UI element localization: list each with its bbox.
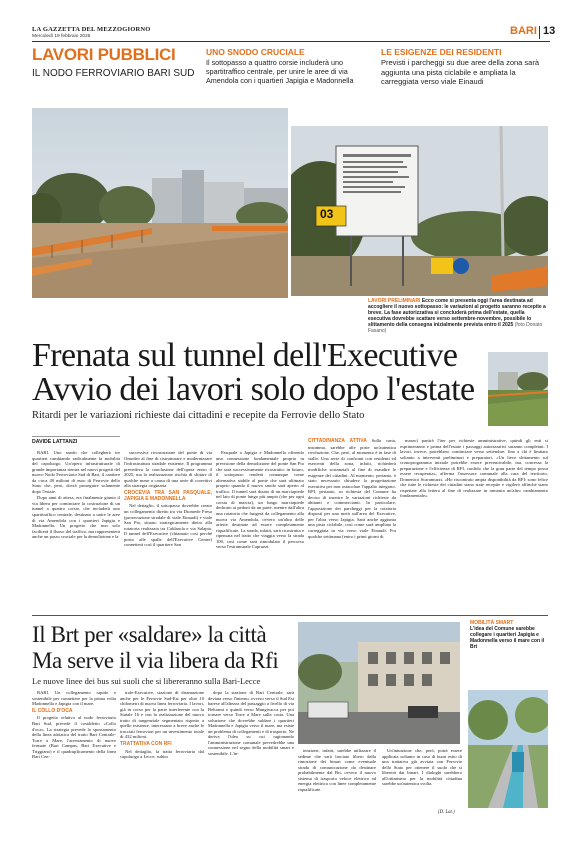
photo1-caption: [368, 298, 548, 334]
article2-col5-para: Un'intuizione che, però, potrà essere applicata soltanto in caso di buon esito di una trattativa già avviata con Ferrovie dello Stato per ottenere il suolo che si libererà dai binari. I dialoghi sarebbero all'ottimismo per la mobilità cittadina sarebbe un'autentica svolta.: [382, 748, 462, 787]
masthead-paper: LA GAZZETTA DEL MEZZOGIORNO: [32, 26, 151, 33]
section-subtitle: IL NODO FERROVIARIO BARI SUD: [32, 68, 195, 79]
article1-column-2: [124, 450, 212, 610]
headline2-line1: Il Brt per «saldare» la città: [32, 622, 267, 647]
street-photo: [298, 622, 460, 744]
article1-col4-subhead: CITTADINANZA ATTIVA: [308, 438, 367, 444]
field-thumbnail-photo: [488, 352, 548, 426]
headline1-deck: Ritardi per le variazioni richieste dai cittadini e recepite da Ferrovie dello Stato: [32, 410, 365, 421]
article2-col1-subhead: IL COLLO D'OCA: [32, 707, 73, 714]
article1-col3-para: Pasquale a Japigia e Madonnella offrendo una connessione fondamentale proprio in previsione della demolizione del ponte San Pio che sarà successivamente ricostruito: in futuro, il sottopasso renderà comunque come alternativa stabile al ponte che sarà ultimato proprio quando il nuovo snodo sarà aperto al traffico. Il tunnel sarà dotato di un marciapiede nel lato di ponte lungo più ampio (che per ogni corsia di marcia), un lungo marciapiede dedicato ai pedoni da un parte, mentre dall'altra una rotatoria che fungerà da collegamento alla nuova via Amendola, ovvero un'altra delle arterie destinate ad essere completamente riqualificate. La strada, infatti, sarà ricostruita e ripensata nel tratto che viaggia verso la strada 100, così come sarà rimodulato il percorso verso l'estramurale Capruzzi.: [216, 450, 304, 550]
brt-render-photo: [468, 690, 548, 808]
article2-col2-para: trale-Executive, stazione di diramazione anche per le Ferrovie Sud-Est per oltre 10 chilometri di nuova linea ferroviaria. I lavori, già in corso per la parte interferente con la Statale 16 e con la realizzazione del nuovo tratto di tangenziale segmentato rispetto a quello esistente, interessano a breve anche le tracciati ferroviari per un investimento totale di 432 milioni.: [120, 690, 204, 740]
article2-column-1: [32, 690, 116, 810]
box1-title: UNO SNODO CRUCIALE: [206, 47, 305, 57]
masthead-rule: [32, 41, 550, 42]
article2-col2-subhead: TRATTATIVA CON RFI: [120, 740, 172, 747]
box2-text: Previsti i parcheggi su due aree della zona sarà aggiunta una pista ciclabile e ampliata la carreggiata verso viale Einaudi: [381, 58, 540, 86]
article1-column-1: [32, 450, 120, 610]
page-number: 13: [543, 25, 556, 37]
article2-col1b-para: Il progetto relativo al nodo ferroviario Bari Sud, prevede il cosiddetto «Collo d'oca». La strategia prevede lo spostamento della linea adriatica del tratto Bari Centrale-Torre a Mare, l'arretramento di nuove fermate (Bari Campus, Bari Executive e Triggiano) e il quadruplicamento della linea Bari Cen-: [32, 715, 116, 760]
article2-col1-para: BARI. Un collegamento rapido e sostenibile per connettere per la prima volta Madonnella e Japigia con il mare.: [32, 690, 116, 707]
article1-byline: DAVIDE LATTANZI: [32, 439, 78, 445]
article-separator: [32, 615, 548, 616]
sign-number: 03: [320, 207, 334, 221]
article2-column-2: [120, 690, 204, 810]
article1-top-rule: [32, 436, 120, 437]
article2-col2b-para: Nel dettaglio, la tratta ferroviaria dal capoluogo a Lecce, subito: [120, 748, 204, 760]
box1-text: Il sottopasso a quattro corsie includerà uno spartitraffico centrale, per unire le aree di via Amendola con i quartieri Japigia e Madonnella: [206, 58, 354, 85]
article1-col4-para: Sulla carta, insomma, sarebbe alle porte un'autentica rivoluzione. Che, però, al momento è in fase di stallo. Una serie di confronti con residenti ed esercenti della zona, infatti, richiederà modifiche sostanziali al fine di esaudire le esigenze dei cittadini. Al momento, pertanto, è stato necessario chiudere la progettazione esecutiva per non ostacolare l'appalto integrato. RFI, pertanto, su richiesta del Comune ha deciso di inserire le variazioni richieste da abitanti e commercianti. In particolare, l'apposizione dei parcheggi per la rotatoria disposti per una metà sull'area del Executive, per l'altra verso Japigia. Sarà anche aggiunta una pista ciclabile, così come sarà ampliata la carreggiata in via verso viale Einaudi. Fra qualche settimana (entro i primi giorni di: [308, 438, 396, 539]
masthead-date: Mercoledì 19 febbraio 2025: [32, 34, 91, 39]
article2-column-4: [298, 748, 376, 810]
article2-signature: (D. Lat.): [438, 810, 455, 815]
photo2-caption-label: MOBILITÀ SMART: [470, 620, 514, 626]
photo2-caption-text: L'idea del Comune sarebbe collegare i quartieri Japigia e Madonnella verso il mare con il Brt: [470, 626, 545, 650]
article1-col2-subhead: CROCEVIA TRA SAN PASQUALE, JAPIGIA E MADONNELLA: [124, 489, 212, 502]
article1-col2-para: successiva ricostruzione del ponte di via Omodeo al fine di ristrutturare e modernizzare l'infrastruttura stradale esistente. Il programma prevedeva la conclusione dell'opera entro il 2025, ma la realizzazione rischia di slittare di qualche mese a causa di una serie di correttivi alla strategia originaria.: [124, 450, 212, 489]
photo1-caption-label: LAVORI PRELIMINARI: [368, 298, 421, 304]
article1-col5-para: marzo) partirà l'iter per richieste amministrative, quindi gli enti si esprimeranno e prima dell'estate i passaggi autorizzativi saranno completati. I lavori, invece, potrebbero cominciare verso settembre, fino a chi è limitato soltanto a interventi preliminari e preparatori. «Un lieve slittamento sul cronoprogramma iniziale potrebbe essere preventivabile, ma, concessa la preparazione e l'efficienza di RFI, confido che la gran parte del tempo possa essere recuperata», afferma l'assessore comunale alla cura del territorio, Domenico Scaramuzzi. «Ho riscontrato ampia disponibilità da RFI: sono felice che tutte le richieste dei cittadini siano state recepite e vigilerò affinché siano rispettate alla lettera al fine di realizzare in armonia un'altro cambiamento fondamentale».: [400, 438, 548, 499]
photo1-caption-text: Ecco come si presenta oggi l'area destinata ad accogliere il nuovo sottopasso: le variazioni al progetto saranno recepite a breve. La fase autorizzativa si concluderà prima dell'estate, quella esecutiva dovrebbe scattare verso settembre-novembre, possibile lo slittamento della consegna inizialmente prevista entro il 2025: [368, 298, 546, 328]
headline1-line2: Avvio dei lavori solo dopo l'estate: [32, 371, 475, 408]
article1-column-4: [308, 438, 396, 610]
construction-sign-photo: [291, 126, 548, 296]
article2-col3-para: dopo la stazione di Bari Centrale, sarà deviata verso l'interno, ovvero verso il Sud Est barese all'altezza del passaggio a livello di via Beltrami e quindi verso Mungivacca per poi tornare verso Torre a Mare sulla costa. Una soluzione che dovrebbe saldare i quartieri Madonnella e Japigia verso il mare, ma esiste un problema di collegamenti e di trasporto. Ne deriva l'idea su cui ragionando l'amministrazione comunale prevedrebbe una connessione nel segno della mobilità smart e sostenibile. L'in-: [208, 690, 294, 757]
headline1-line1: Frenata sul tunnel dell'Executive: [32, 337, 458, 374]
masthead-divider: [539, 26, 540, 39]
article2-column-3: [208, 690, 294, 810]
article2-col4-para: tenzione, infatti, sarebbe utilizzare il sedime che sarà lasciato libero dalla rimozione dei binari come eventuale strada di comunicazione da destinare probabilmente dal Brt, ovvero il nuovo sistema di trasporto veloce elettrico ad energia elettrica con linee completamente riqualificate.: [298, 748, 376, 792]
photo2-caption: [470, 620, 550, 650]
photo1-caption-credit: (foto Donato Fasano): [368, 322, 543, 334]
article1-column-3: [216, 450, 304, 610]
box2-title: LE ESIGENZE DEI RESIDENTI: [381, 47, 502, 57]
article2-column-5: [382, 748, 462, 810]
section-title: LAVORI PUBBLICI: [32, 45, 176, 64]
article1-col2b-para: Nel dettaglio, il sottopasso dovrebbe creare un collegamento diretto tra via Diomede Fresa (prosecuzione stradale di viale Einaudi) e viale San Pio, situato strategicamente dietro alla rotatoria realizzata tra Caldarola e via Salapia. Il tunnel dell'Executive (chiamato così perché posto alle spalle dell'Executive Center) connetterà così il quartiere San: [124, 503, 212, 548]
construction-site-photo: [32, 108, 288, 298]
article1-column-5: [400, 438, 548, 610]
article1-col1b-para: Dopo anni di attesa, era finalmente giunto il via libera per cominciare la costruzione di un tunnel a quattro corsie, che includerà uno spartitraffico centrale, destinato a unire le aree di via Amendola con i quartieri Japigia e Madonnella. Un progetto che non solo faciliterà il flusso del traffico, ma rappresenterà anche un passo cruciale per la demolizione e la: [32, 495, 120, 540]
masthead-city: BARI: [510, 25, 537, 37]
article1-col1-para: BARI. Uno snodo che collegherà tre quartieri cambiando radicalmente la mobilità del capoluogo. Un'opera infrastrutturale di grande importanza rientra nel nuovi progetti del nuovo Nodo Ferroviario Sud di Bari, il cantiere da circa 49 milioni di euro di Ferrovie dello Stato che, però, dovrà proseguire solamente dopo l'estate.: [32, 450, 120, 494]
headline2-line2: Ma serve il via libera da Rfi: [32, 648, 279, 673]
headline2-deck: Le nuove linee dei bus sui suoli che si libereranno sulla Bari-Lecce: [32, 676, 261, 686]
